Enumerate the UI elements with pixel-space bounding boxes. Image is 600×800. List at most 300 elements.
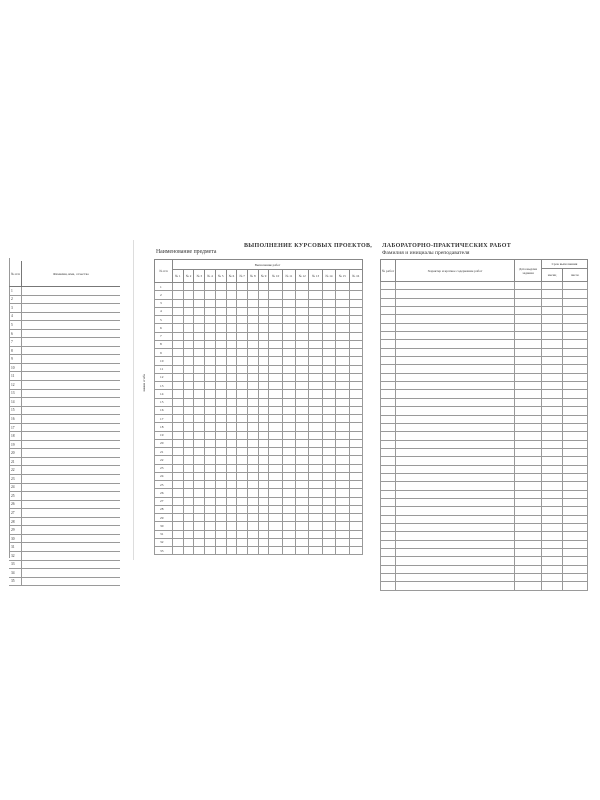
month-cell[interactable] [542, 523, 563, 531]
day-cell[interactable] [563, 382, 588, 390]
date-cell[interactable] [515, 465, 542, 473]
grade-cell[interactable] [183, 464, 194, 472]
description-cell[interactable] [396, 315, 515, 323]
day-cell[interactable] [563, 357, 588, 365]
date-cell[interactable] [515, 365, 542, 373]
grade-cell[interactable] [322, 431, 335, 439]
grade-cell[interactable] [258, 373, 269, 381]
month-cell[interactable] [542, 382, 563, 390]
work-number-cell[interactable] [381, 549, 396, 557]
grade-cell[interactable] [205, 472, 216, 480]
grade-cell[interactable] [194, 464, 205, 472]
day-cell[interactable] [563, 365, 588, 373]
month-cell[interactable] [542, 482, 563, 490]
name-cell[interactable] [22, 389, 121, 398]
name-cell[interactable] [22, 372, 121, 381]
grade-cell[interactable] [336, 538, 349, 546]
grade-cell[interactable] [269, 489, 282, 497]
description-cell[interactable] [396, 565, 515, 573]
grade-cell[interactable] [215, 423, 226, 431]
grade-cell[interactable] [258, 538, 269, 546]
grade-cell[interactable] [173, 291, 184, 299]
grade-cell[interactable] [205, 382, 216, 390]
grade-cell[interactable] [269, 349, 282, 357]
grade-cell[interactable] [173, 382, 184, 390]
grade-cell[interactable] [237, 299, 248, 307]
grade-cell[interactable] [248, 448, 259, 456]
month-cell[interactable] [542, 582, 563, 590]
grade-cell[interactable] [248, 373, 259, 381]
grade-cell[interactable] [269, 373, 282, 381]
grade-cell[interactable] [183, 456, 194, 464]
grade-cell[interactable] [215, 472, 226, 480]
grade-cell[interactable] [322, 349, 335, 357]
work-number-cell[interactable] [381, 373, 396, 381]
grade-cell[interactable] [258, 547, 269, 555]
grade-cell[interactable] [205, 547, 216, 555]
grade-cell[interactable] [349, 382, 362, 390]
description-cell[interactable] [396, 490, 515, 498]
grade-cell[interactable] [269, 448, 282, 456]
grade-cell[interactable] [258, 456, 269, 464]
day-cell[interactable] [563, 448, 588, 456]
month-cell[interactable] [542, 415, 563, 423]
name-cell[interactable] [22, 287, 121, 296]
grade-cell[interactable] [248, 316, 259, 324]
name-cell[interactable] [22, 449, 121, 458]
grade-cell[interactable] [269, 547, 282, 555]
grade-cell[interactable] [282, 390, 295, 398]
grade-cell[interactable] [336, 505, 349, 513]
grade-cell[interactable] [282, 505, 295, 513]
grade-cell[interactable] [258, 349, 269, 357]
grade-cell[interactable] [296, 373, 309, 381]
grade-cell[interactable] [205, 456, 216, 464]
grade-cell[interactable] [173, 514, 184, 522]
month-cell[interactable] [542, 490, 563, 498]
grade-cell[interactable] [194, 340, 205, 348]
grade-cell[interactable] [194, 456, 205, 464]
date-cell[interactable] [515, 490, 542, 498]
date-cell[interactable] [515, 515, 542, 523]
grade-cell[interactable] [349, 547, 362, 555]
grade-cell[interactable] [258, 406, 269, 414]
description-cell[interactable] [396, 340, 515, 348]
grade-cell[interactable] [215, 324, 226, 332]
grade-cell[interactable] [194, 357, 205, 365]
grade-cell[interactable] [296, 291, 309, 299]
grade-cell[interactable] [248, 431, 259, 439]
month-cell[interactable] [542, 340, 563, 348]
work-number-cell[interactable] [381, 465, 396, 473]
grade-cell[interactable] [309, 398, 322, 406]
grade-cell[interactable] [194, 489, 205, 497]
grade-cell[interactable] [183, 472, 194, 480]
grade-cell[interactable] [336, 456, 349, 464]
grade-cell[interactable] [309, 497, 322, 505]
grade-cell[interactable] [248, 514, 259, 522]
grade-cell[interactable] [296, 464, 309, 472]
work-number-cell[interactable] [381, 340, 396, 348]
date-cell[interactable] [515, 382, 542, 390]
work-number-cell[interactable] [381, 565, 396, 573]
grade-cell[interactable] [296, 398, 309, 406]
grade-cell[interactable] [183, 489, 194, 497]
grade-cell[interactable] [205, 530, 216, 538]
grade-cell[interactable] [296, 530, 309, 538]
grade-cell[interactable] [322, 291, 335, 299]
grade-cell[interactable] [309, 415, 322, 423]
grade-cell[interactable] [349, 448, 362, 456]
grade-cell[interactable] [349, 373, 362, 381]
grade-cell[interactable] [237, 489, 248, 497]
grade-cell[interactable] [205, 316, 216, 324]
month-cell[interactable] [542, 532, 563, 540]
grade-cell[interactable] [269, 340, 282, 348]
grade-cell[interactable] [349, 481, 362, 489]
grade-cell[interactable] [258, 415, 269, 423]
grade-cell[interactable] [183, 349, 194, 357]
grade-cell[interactable] [237, 291, 248, 299]
grade-cell[interactable] [258, 398, 269, 406]
grade-cell[interactable] [205, 522, 216, 530]
description-cell[interactable] [396, 332, 515, 340]
grade-cell[interactable] [194, 522, 205, 530]
grade-cell[interactable] [296, 357, 309, 365]
grade-cell[interactable] [237, 439, 248, 447]
grade-cell[interactable] [215, 439, 226, 447]
work-number-cell[interactable] [381, 490, 396, 498]
grade-cell[interactable] [215, 522, 226, 530]
grade-cell[interactable] [258, 497, 269, 505]
work-number-cell[interactable] [381, 423, 396, 431]
date-cell[interactable] [515, 340, 542, 348]
date-cell[interactable] [515, 457, 542, 465]
grade-cell[interactable] [258, 316, 269, 324]
grade-cell[interactable] [349, 522, 362, 530]
grade-cell[interactable] [309, 456, 322, 464]
description-cell[interactable] [396, 473, 515, 481]
grade-cell[interactable] [205, 423, 216, 431]
grade-cell[interactable] [336, 349, 349, 357]
grade-cell[interactable] [237, 472, 248, 480]
grade-cell[interactable] [226, 431, 237, 439]
day-cell[interactable] [563, 482, 588, 490]
grade-cell[interactable] [183, 547, 194, 555]
grade-cell[interactable] [258, 505, 269, 513]
grade-cell[interactable] [173, 481, 184, 489]
grade-cell[interactable] [248, 307, 259, 315]
grade-cell[interactable] [349, 332, 362, 340]
grade-cell[interactable] [173, 398, 184, 406]
grade-cell[interactable] [258, 382, 269, 390]
grade-cell[interactable] [215, 365, 226, 373]
description-cell[interactable] [396, 373, 515, 381]
month-cell[interactable] [542, 574, 563, 582]
grade-cell[interactable] [194, 365, 205, 373]
grade-cell[interactable] [296, 307, 309, 315]
grade-cell[interactable] [248, 472, 259, 480]
work-number-cell[interactable] [381, 498, 396, 506]
grade-cell[interactable] [173, 357, 184, 365]
grade-cell[interactable] [336, 373, 349, 381]
description-cell[interactable] [396, 523, 515, 531]
grade-cell[interactable] [336, 530, 349, 538]
grade-cell[interactable] [336, 497, 349, 505]
month-cell[interactable] [542, 457, 563, 465]
grade-cell[interactable] [183, 390, 194, 398]
grade-cell[interactable] [248, 365, 259, 373]
grade-cell[interactable] [194, 514, 205, 522]
grade-cell[interactable] [215, 307, 226, 315]
grade-cell[interactable] [282, 299, 295, 307]
name-cell[interactable] [22, 526, 121, 535]
grade-cell[interactable] [237, 373, 248, 381]
date-cell[interactable] [515, 357, 542, 365]
name-cell[interactable] [22, 492, 121, 501]
grade-cell[interactable] [349, 514, 362, 522]
grade-cell[interactable] [226, 382, 237, 390]
date-cell[interactable] [515, 323, 542, 331]
grade-cell[interactable] [322, 373, 335, 381]
name-cell[interactable] [22, 551, 121, 560]
grade-cell[interactable] [173, 439, 184, 447]
grade-cell[interactable] [248, 406, 259, 414]
grade-cell[interactable] [258, 530, 269, 538]
grade-cell[interactable] [248, 349, 259, 357]
grade-cell[interactable] [194, 538, 205, 546]
grade-cell[interactable] [258, 390, 269, 398]
grade-cell[interactable] [269, 497, 282, 505]
grade-cell[interactable] [226, 456, 237, 464]
grade-cell[interactable] [309, 448, 322, 456]
date-cell[interactable] [515, 482, 542, 490]
grade-cell[interactable] [258, 423, 269, 431]
date-cell[interactable] [515, 332, 542, 340]
grade-cell[interactable] [215, 332, 226, 340]
grade-cell[interactable] [205, 464, 216, 472]
description-cell[interactable] [396, 582, 515, 590]
description-cell[interactable] [396, 323, 515, 331]
grade-cell[interactable] [173, 472, 184, 480]
name-cell[interactable] [22, 509, 121, 518]
grade-cell[interactable] [248, 538, 259, 546]
grade-cell[interactable] [296, 415, 309, 423]
grade-cell[interactable] [258, 464, 269, 472]
grade-cell[interactable] [309, 324, 322, 332]
grade-cell[interactable] [183, 307, 194, 315]
grade-cell[interactable] [336, 406, 349, 414]
name-cell[interactable] [22, 346, 121, 355]
grade-cell[interactable] [309, 357, 322, 365]
day-cell[interactable] [563, 315, 588, 323]
grade-cell[interactable] [282, 291, 295, 299]
grade-cell[interactable] [205, 406, 216, 414]
grade-cell[interactable] [258, 448, 269, 456]
grade-cell[interactable] [309, 530, 322, 538]
grade-cell[interactable] [173, 423, 184, 431]
work-number-cell[interactable] [381, 298, 396, 306]
grade-cell[interactable] [194, 530, 205, 538]
grade-cell[interactable] [183, 406, 194, 414]
date-cell[interactable] [515, 532, 542, 540]
grade-cell[interactable] [258, 340, 269, 348]
grade-cell[interactable] [205, 365, 216, 373]
grade-cell[interactable] [309, 349, 322, 357]
work-number-cell[interactable] [381, 282, 396, 290]
month-cell[interactable] [542, 557, 563, 565]
grade-cell[interactable] [248, 299, 259, 307]
grade-cell[interactable] [296, 382, 309, 390]
grade-cell[interactable] [248, 522, 259, 530]
grade-cell[interactable] [322, 505, 335, 513]
name-cell[interactable] [22, 321, 121, 330]
grade-cell[interactable] [282, 522, 295, 530]
date-cell[interactable] [515, 423, 542, 431]
grade-cell[interactable] [349, 390, 362, 398]
grade-cell[interactable] [336, 489, 349, 497]
work-number-cell[interactable] [381, 473, 396, 481]
grade-cell[interactable] [215, 398, 226, 406]
grade-cell[interactable] [282, 349, 295, 357]
grade-cell[interactable] [226, 489, 237, 497]
grade-cell[interactable] [269, 357, 282, 365]
grade-cell[interactable] [215, 448, 226, 456]
grade-cell[interactable] [173, 522, 184, 530]
grade-cell[interactable] [173, 324, 184, 332]
grade-cell[interactable] [322, 456, 335, 464]
date-cell[interactable] [515, 440, 542, 448]
grade-cell[interactable] [349, 357, 362, 365]
work-number-cell[interactable] [381, 365, 396, 373]
grade-cell[interactable] [282, 307, 295, 315]
grade-cell[interactable] [296, 349, 309, 357]
month-cell[interactable] [542, 373, 563, 381]
grade-cell[interactable] [282, 439, 295, 447]
name-cell[interactable] [22, 415, 121, 424]
grade-cell[interactable] [269, 456, 282, 464]
grade-cell[interactable] [296, 406, 309, 414]
month-cell[interactable] [542, 390, 563, 398]
grade-cell[interactable] [194, 283, 205, 291]
grade-cell[interactable] [183, 439, 194, 447]
grade-cell[interactable] [194, 324, 205, 332]
grade-cell[interactable] [226, 291, 237, 299]
day-cell[interactable] [563, 473, 588, 481]
name-cell[interactable] [22, 517, 121, 526]
grade-cell[interactable] [282, 448, 295, 456]
grade-cell[interactable] [248, 489, 259, 497]
grade-cell[interactable] [215, 406, 226, 414]
grade-cell[interactable] [349, 406, 362, 414]
grade-cell[interactable] [282, 489, 295, 497]
grade-cell[interactable] [194, 398, 205, 406]
grade-cell[interactable] [269, 514, 282, 522]
grade-cell[interactable] [349, 316, 362, 324]
grade-cell[interactable] [226, 340, 237, 348]
grade-cell[interactable] [322, 472, 335, 480]
grade-cell[interactable] [226, 464, 237, 472]
grade-cell[interactable] [194, 439, 205, 447]
grade-cell[interactable] [322, 390, 335, 398]
grade-cell[interactable] [183, 316, 194, 324]
grade-cell[interactable] [194, 415, 205, 423]
grade-cell[interactable] [183, 448, 194, 456]
grade-cell[interactable] [282, 382, 295, 390]
grade-cell[interactable] [282, 481, 295, 489]
grade-cell[interactable] [226, 423, 237, 431]
work-number-cell[interactable] [381, 357, 396, 365]
month-cell[interactable] [542, 565, 563, 573]
grade-cell[interactable] [336, 283, 349, 291]
grade-cell[interactable] [309, 505, 322, 513]
name-cell[interactable] [22, 355, 121, 364]
grade-cell[interactable] [309, 332, 322, 340]
grade-cell[interactable] [269, 530, 282, 538]
grade-cell[interactable] [336, 472, 349, 480]
grade-cell[interactable] [215, 373, 226, 381]
day-cell[interactable] [563, 515, 588, 523]
grade-cell[interactable] [322, 514, 335, 522]
grade-cell[interactable] [258, 481, 269, 489]
grade-cell[interactable] [205, 415, 216, 423]
description-cell[interactable] [396, 465, 515, 473]
date-cell[interactable] [515, 582, 542, 590]
grade-cell[interactable] [336, 382, 349, 390]
grade-cell[interactable] [336, 324, 349, 332]
grade-cell[interactable] [183, 291, 194, 299]
day-cell[interactable] [563, 348, 588, 356]
grade-cell[interactable] [349, 472, 362, 480]
grade-cell[interactable] [349, 283, 362, 291]
day-cell[interactable] [563, 549, 588, 557]
name-cell[interactable] [22, 423, 121, 432]
work-number-cell[interactable] [381, 523, 396, 531]
work-number-cell[interactable] [381, 348, 396, 356]
grade-cell[interactable] [282, 464, 295, 472]
grade-cell[interactable] [173, 406, 184, 414]
grade-cell[interactable] [296, 522, 309, 530]
grade-cell[interactable] [296, 332, 309, 340]
grade-cell[interactable] [237, 324, 248, 332]
grade-cell[interactable] [237, 547, 248, 555]
grade-cell[interactable] [215, 340, 226, 348]
grade-cell[interactable] [194, 481, 205, 489]
description-cell[interactable] [396, 440, 515, 448]
grade-cell[interactable] [296, 283, 309, 291]
date-cell[interactable] [515, 432, 542, 440]
day-cell[interactable] [563, 415, 588, 423]
grade-cell[interactable] [226, 332, 237, 340]
grade-cell[interactable] [336, 390, 349, 398]
grade-cell[interactable] [183, 481, 194, 489]
grade-cell[interactable] [183, 530, 194, 538]
name-cell[interactable] [22, 406, 121, 415]
grade-cell[interactable] [258, 357, 269, 365]
grade-cell[interactable] [309, 291, 322, 299]
grade-cell[interactable] [349, 464, 362, 472]
grade-cell[interactable] [269, 316, 282, 324]
grade-cell[interactable] [336, 365, 349, 373]
grade-cell[interactable] [269, 307, 282, 315]
grade-cell[interactable] [226, 365, 237, 373]
date-cell[interactable] [515, 282, 542, 290]
grade-cell[interactable] [336, 522, 349, 530]
grade-cell[interactable] [296, 390, 309, 398]
grade-cell[interactable] [258, 472, 269, 480]
grade-cell[interactable] [296, 423, 309, 431]
grade-cell[interactable] [336, 307, 349, 315]
